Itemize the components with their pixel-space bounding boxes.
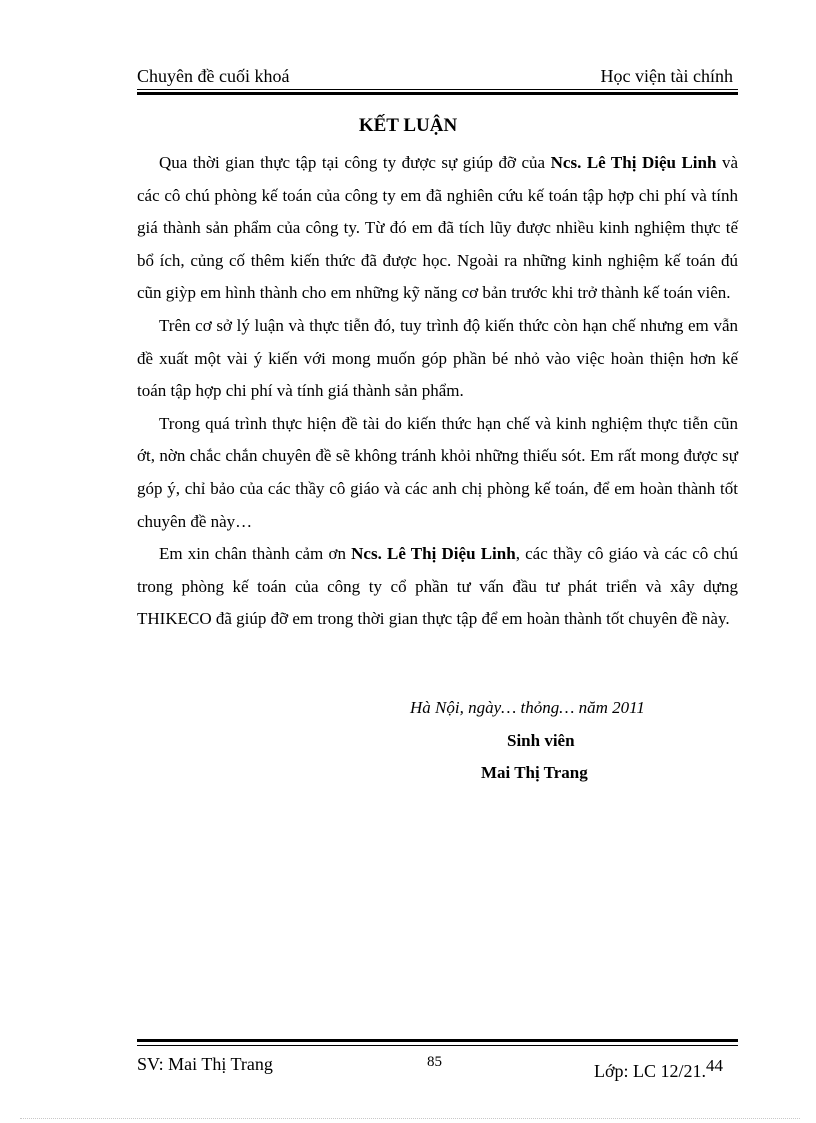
body-text [137,147,738,636]
paragraph-text: Qua thời gian thực tập tại công ty được sự giúp đỡ của [159,153,551,172]
signature-role: Sinh viên [507,731,575,750]
footer-class-suffix: 44 [706,1056,724,1075]
page-title: KẾT LUẬN [358,115,458,136]
signature-date: Hà Nội, ngày… thỏng… năm 2011 [410,698,645,717]
header-rule-thick [137,92,738,95]
supervisor-name: Ncs. Lê Thị Diệu Linh [351,544,516,564]
page-number: 85 [427,1054,442,1070]
supervisor-name: Ncs. Lê Thị Diệu Linh [550,153,717,172]
signature-name: Mai Thị Trang [481,763,588,782]
footer-class [594,1056,723,1082]
footer-class-label: Lớp: LC 12/21. [594,1061,707,1081]
paragraph [137,408,738,538]
paragraph-text: Trong quá trình thực hiện đề tài do kiến thức hạn chế và kinh nghiệm thực tiễn cũn ớt, nờn chắc chắn chuyên đề sẽ không tránh khỏi những thiếu sót. Em rất mong được sự góp ý, chỉ bảo của các thầy cô giáo và các anh chị phòng kế toán, để em hoàn thành tốt chuyên đề này… [137,413,738,531]
header-right-title: Học viện tài chính [600,66,733,86]
paragraph [137,538,738,636]
paragraph-text: và các cô chú phòng kế toán của công ty em đã nghiên cứu kế toán tập hợp chi phí và tính giá thành sản phẩm của công ty. Từ đó em đã tích lũy được nhiều kinh nghiệm thực tế bổ ích, củng cố thêm kiến thức đã được học. Ngoài ra những kinh nghiệm kế toán đú cũn giỳp em hình thành cho em những kỹ năng cơ bản trước khi trở thành kế toán viên. [137,153,738,303]
paragraph [137,310,738,408]
header-rule-thin [137,89,738,90]
footer-rule-thick [137,1039,738,1042]
footer-student: SV: Mai Thị Trang [137,1054,273,1074]
paragraph-text: Em xin chân thành cảm ơn [159,544,352,564]
paragraph-text: Trên cơ sở lý luận và thực tiễn đó, tuy trình độ kiến thức còn hạn chế nhưng em vẫn đề xuất một vài ý kiến với mong muốn góp phần bé nhỏ vào việc hoàn thiện hơn kế toán tập hợp chi phí và tính giá thành sản phẩm. [137,315,738,401]
paragraph-text: , các thầy cô giáo và các cô chú trong phòng kế toán của công ty cổ phần tư vấn đầu tư phát triển và xây dựng THIKECO đã giúp đỡ em trong thời gian thực tập để em hoàn thành tốt chuyên đề này. [137,544,738,629]
header-left-title: Chuyên đề cuối khoá [137,66,290,86]
paragraph [137,147,738,310]
footer-rule-thin [137,1045,738,1046]
page-bottom-dotted-line [20,1118,800,1119]
